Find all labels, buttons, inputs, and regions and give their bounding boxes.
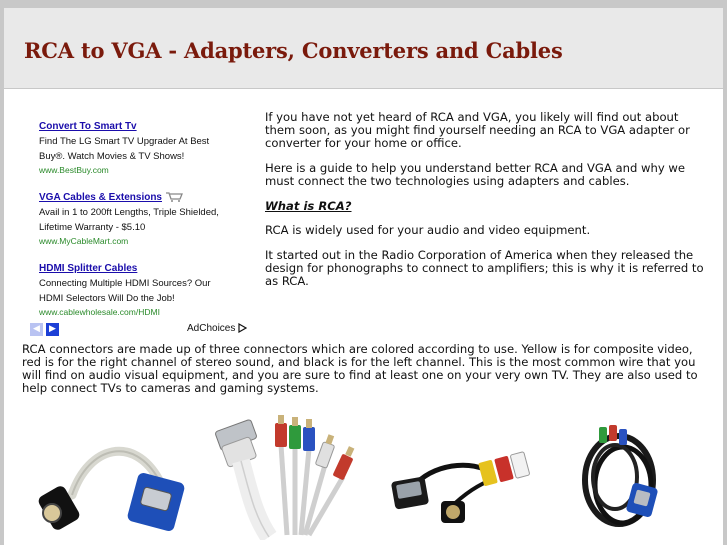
page-header [4,8,723,88]
ad-title-link[interactable]: Convert To Smart Tv [39,121,137,132]
ad-description-line: Buy®. Watch Movies & TV Shows! [39,151,185,162]
ad-item [39,190,244,247]
ad-description-line: Lifetime Warranty - $5.10 [39,222,146,233]
ad-description [39,134,244,164]
adchoices-label: AdChoices [187,323,236,334]
ad-description [39,276,244,306]
ad-navigation [30,323,255,339]
main-content [4,89,723,545]
svideo-to-vga-adapter-image [34,425,189,540]
ad-title-link[interactable] [39,190,244,205]
ad-url-link[interactable]: www.cablewholesale.com/HDMI [39,307,160,317]
ad-url-link[interactable]: www.MyCableMart.com [39,236,129,246]
ad-title-link[interactable]: HDMI Splitter Cables [39,263,138,274]
vga-component-rca-cable-image [209,415,369,540]
article-paragraph: RCA connectors are made up of three connectors which are colored according to use. Yellow is for composite video, red is for the right channel of stereo sound, and black is for the left channel. This is the most common wire that you will find on audio visual equipment, and you are sure to find at least one on your very own TV. They are also used to help connect TVs to cameras and gaming systems. [22,342,698,395]
ad-item [39,119,244,176]
ad-title-text: VGA Cables & Extensions [39,192,162,203]
ad-description-line: HDMI Selectors Will Do the Job! [39,293,175,304]
ad-block [39,119,244,332]
coiled-vga-rca-cable-image [569,425,679,540]
section-heading: What is RCA? [265,199,352,213]
page-title: RCA to VGA - Adapters, Converters and Cables [24,38,563,63]
article-paragraph: RCA is widely used for your audio and video equipment. [265,223,591,237]
ad-description-line: Avail in 1 to 200ft Lengths, Triple Shielded, [39,207,219,218]
ad-description [39,205,244,235]
ad-description-line: Find The LG Smart TV Upgrader At Best [39,136,210,147]
adchoices-icon [238,323,247,333]
ad-url-link[interactable]: www.BestBuy.com [39,165,109,175]
chevron-left-icon[interactable]: ◀ [30,323,43,336]
shopping-cart-icon [166,192,184,202]
ad-item [39,261,244,318]
ad-description-line: Connecting Multiple HDMI Sources? Our [39,278,211,289]
vga-svideo-rca-breakout-cable-image [389,439,534,534]
article-body [265,111,705,300]
article-paragraph: If you have not yet heard of RCA and VGA, you likely will find out about them soon, as you might find yourself needing an RCA to VGA adapter or converter for your home or office. [265,110,690,150]
chevron-right-icon[interactable]: ▶ [46,323,59,336]
article-paragraph: Here is a guide to help you understand better RCA and VGA and why we must connect the two technologies using adapters and cables. [265,161,685,188]
adchoices-link[interactable] [187,323,247,334]
article-paragraph: It started out in the Radio Corporation of America when they released the design for phonographs to connect to amplifiers; this is why it is referred to as RCA. [265,248,704,288]
